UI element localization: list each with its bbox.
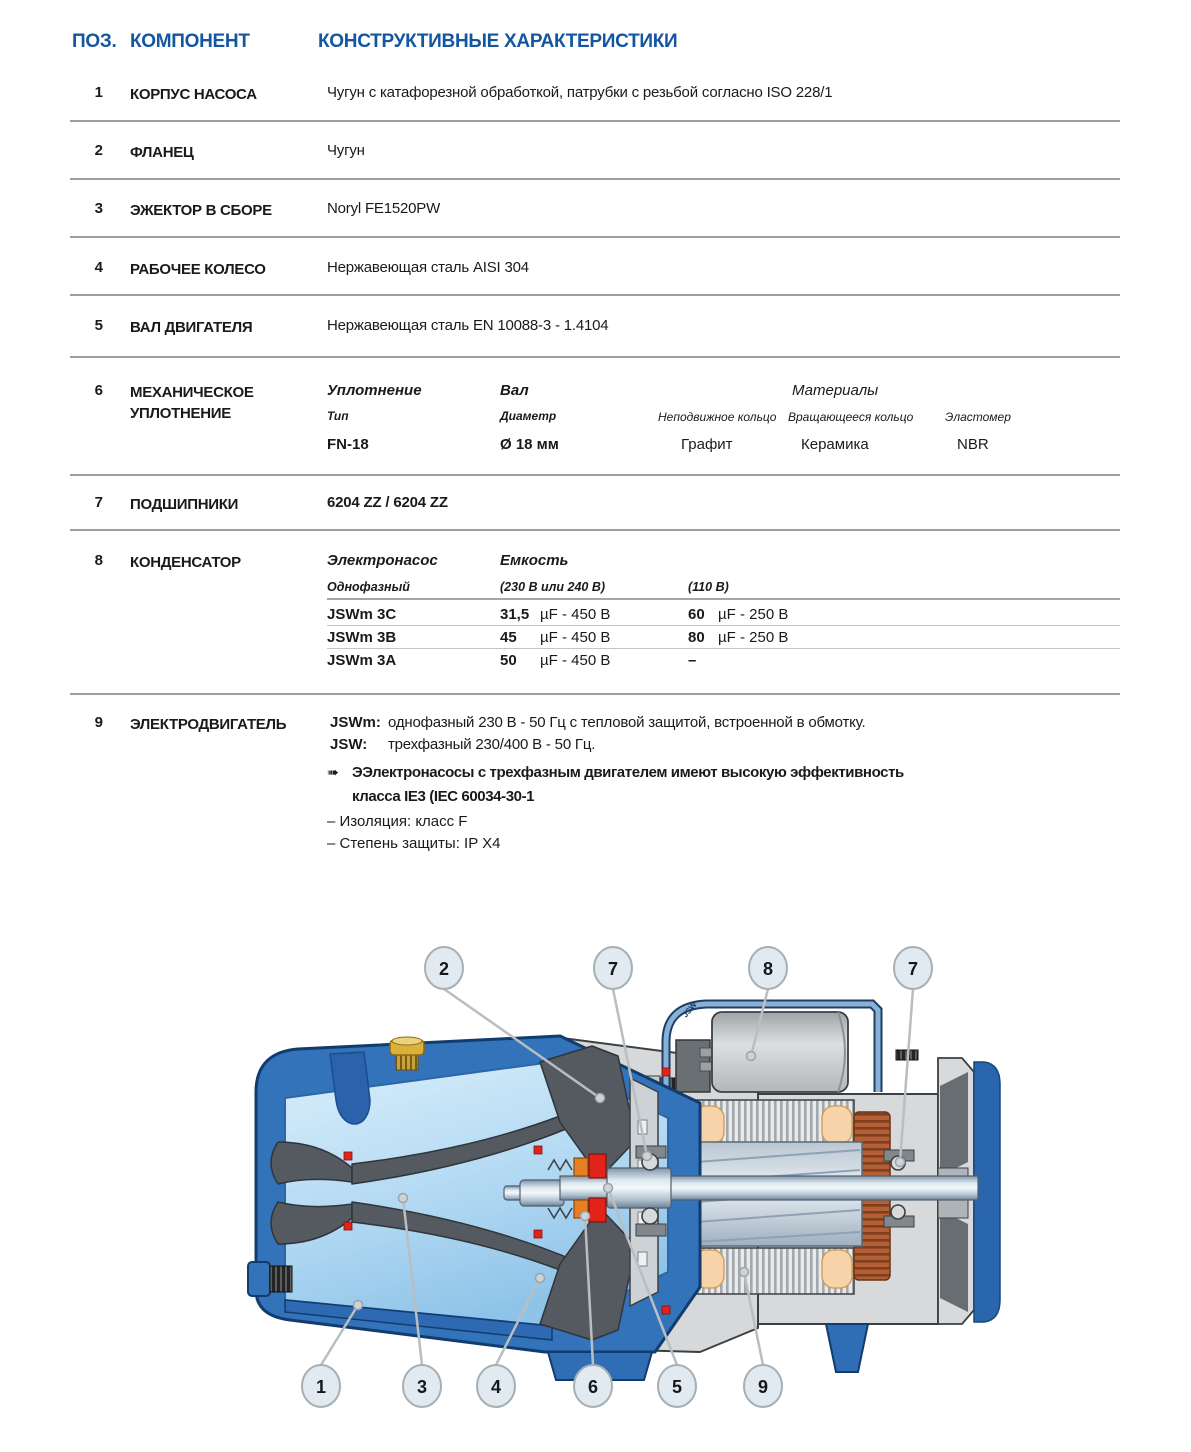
motor-protection: – Степень защиты: IP X4	[327, 835, 501, 852]
component-desc: Чугун	[327, 142, 365, 159]
row-separator	[70, 529, 1120, 531]
capacitor-230v-number: 31,5	[500, 606, 530, 623]
shaft-collar	[607, 1168, 671, 1208]
motor-jsw-text: трехфазный 230/400 В - 50 Гц.	[388, 736, 596, 753]
component-name: ФЛАНЕЦ	[130, 144, 194, 161]
capacitor-header-pump: Электронасос	[327, 552, 438, 569]
winding-end-turn	[822, 1250, 852, 1288]
component-name: РАБОЧЕЕ КОЛЕСО	[130, 261, 266, 278]
svg-text:2: 2	[438, 959, 450, 979]
capacitor-header-230v: (230 В или 240 В)	[500, 580, 606, 594]
pump-cutaway-diagram	[0, 930, 1191, 1452]
suction-port-thread	[270, 1266, 292, 1292]
capacitor-110v-value: 60 µF - 250 В	[688, 606, 789, 623]
callout-5	[658, 1365, 696, 1407]
seal-header-shaft: Вал	[500, 382, 529, 399]
bearing-ball	[891, 1205, 905, 1219]
callout-9	[744, 1365, 782, 1407]
component-desc: Чугун с катафорезной обработкой, патрубки с резьбой согласно ISO 228/1	[327, 84, 833, 101]
row-separator	[70, 474, 1120, 476]
seal-elastomer-value: NBR	[957, 436, 989, 453]
component-name: КОРПУС НАСОСА	[130, 86, 257, 103]
row-number: 8	[94, 552, 103, 569]
callout-7-left	[594, 947, 632, 989]
svg-text:7: 7	[607, 959, 619, 979]
component-name: МЕХАНИЧЕСКОЕ УПЛОТНЕНИЕ	[130, 384, 254, 422]
seal-header-seal: Уплотнение	[327, 382, 422, 399]
motor-note-line2: класса IE3 (IEC 60034-30-1	[352, 788, 535, 805]
svg-text:9: 9	[757, 1377, 769, 1397]
row-separator	[70, 356, 1120, 358]
component-desc: Noryl FE1520PW	[327, 200, 441, 217]
seal-header-rotating-ring: Вращающееся кольцо	[788, 410, 914, 424]
row-number: 3	[94, 200, 103, 217]
svg-text:8: 8	[762, 959, 774, 979]
motor-jsw-label: JSW:	[330, 736, 368, 753]
capacitor-110v-number: 60	[688, 606, 705, 623]
capacitor	[676, 1012, 848, 1092]
bearings-value: 6204 ZZ / 6204 ZZ	[327, 494, 448, 511]
capacitor-model: JSWm 3C	[327, 606, 397, 623]
seal-header-type: Тип	[327, 409, 349, 423]
component-name: ВАЛ ДВИГАТЕЛЯ	[130, 319, 253, 336]
motor-jswm-label: JSWm:	[330, 714, 381, 731]
capacitor-header-capacity: Емкость	[500, 552, 569, 569]
column-header-pos: ПОЗ.	[72, 31, 117, 52]
seal-rotating-ring-value: Керамика	[801, 436, 869, 453]
seal-header-elastomer: Эластомер	[945, 410, 1011, 424]
motor-note-line1: ЭЭлектронасосы с трехфазным двигателем имеют высокую эффективность	[352, 764, 904, 781]
cover-model-label: JSW	[680, 1000, 699, 1020]
capacitor-header-110v: (110 В)	[688, 580, 729, 594]
capacitor-230v-number: 45	[500, 629, 517, 646]
row-separator	[70, 294, 1120, 296]
row-number: 9	[94, 714, 103, 731]
svg-text:6: 6	[587, 1377, 599, 1397]
callout-1	[302, 1365, 340, 1407]
row-separator	[70, 178, 1120, 180]
svg-text:3: 3	[416, 1377, 428, 1397]
capacitor-110v-value: –	[688, 652, 697, 669]
svg-text:7: 7	[907, 959, 919, 979]
callout-4	[477, 1365, 515, 1407]
subtable-rowline	[327, 648, 1120, 649]
callout-8	[749, 947, 787, 989]
capacitor-110v-number: 80	[688, 629, 705, 646]
capacitor-110v-value: 80 µF - 250 В	[688, 629, 789, 646]
column-header-specs: КОНСТРУКТИВНЫЕ ХАРАКТЕРИСТИКИ	[318, 31, 678, 52]
component-name: ЭЛЕКТРОДВИГАТЕЛЬ	[130, 716, 287, 733]
note-arrow-icon: ➠	[327, 764, 339, 780]
seal-type-value: FN-18	[327, 436, 369, 453]
seal-header-diameter: Диаметр	[500, 409, 557, 423]
capacitor-model: JSWm 3A	[327, 652, 397, 669]
capacitor-230v-value: 31,5 µF - 450 В	[500, 606, 611, 623]
row-separator	[70, 120, 1120, 122]
svg-text:5: 5	[671, 1377, 683, 1397]
component-desc: Нержавеющая сталь EN 10088-3 - 1.4104	[327, 317, 609, 334]
row-separator	[70, 236, 1120, 238]
svg-text:4: 4	[490, 1377, 502, 1397]
component-name: ЭЖЕКТОР В СБОРЕ	[130, 202, 272, 219]
subtable-separator	[327, 598, 1120, 600]
row-number: 5	[94, 317, 103, 334]
row-number: 6	[94, 382, 103, 399]
row-number: 2	[94, 142, 103, 159]
capacitor-header-single-phase: Однофазный	[327, 580, 410, 594]
row-number: 1	[94, 84, 103, 101]
column-header-component: КОМПОНЕНТ	[130, 31, 250, 52]
motor-jswm-text: однофазный 230 В - 50 Гц с тепловой защитой, встроенной в обмотку.	[388, 714, 866, 731]
callout-3	[403, 1365, 441, 1407]
seal-header-materials: Материалы	[792, 382, 879, 399]
motor-foot	[826, 1324, 868, 1372]
capacitor-230v-value: 50 µF - 450 В	[500, 652, 611, 669]
suction-port	[248, 1262, 270, 1296]
capacitor-230v-number: 50	[500, 652, 517, 669]
component-desc: Нержавеющая сталь AISI 304	[327, 259, 529, 276]
svg-text:1: 1	[315, 1377, 327, 1397]
seal-header-fixed-ring: Неподвижное кольцо	[658, 410, 777, 424]
row-separator	[70, 693, 1120, 695]
callout-6	[574, 1365, 612, 1407]
winding-end-turn	[822, 1106, 852, 1144]
component-name: ПОДШИПНИКИ	[130, 496, 239, 513]
capacitor-model: JSWm 3B	[327, 629, 397, 646]
seal-diameter-value: Ø 18 мм	[500, 436, 559, 453]
subtable-rowline	[327, 625, 1120, 626]
fan-blade	[940, 1210, 968, 1312]
bearing-ball	[642, 1208, 658, 1224]
callout-2	[425, 947, 463, 989]
callout-7-right	[894, 947, 932, 989]
row-number: 4	[94, 259, 103, 276]
capacitor-230v-value: 45 µF - 450 В	[500, 629, 611, 646]
seal-fixed-ring-value: Графит	[681, 436, 733, 453]
component-name: КОНДЕНСАТОР	[130, 554, 241, 571]
row-number: 7	[94, 494, 103, 511]
motor-insulation: – Изоляция: класс F	[327, 813, 468, 830]
fan-blade	[940, 1072, 968, 1176]
